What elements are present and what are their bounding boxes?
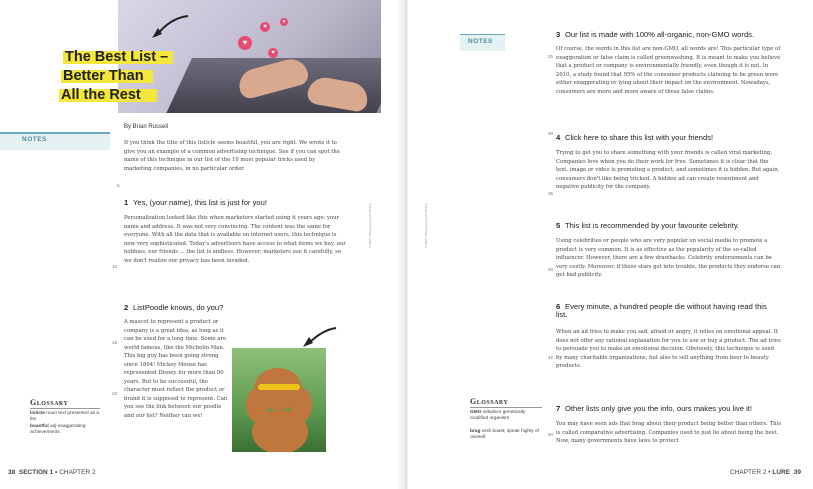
section-text: Personalization looked like this when marketers started using it years ago: your name and address. It was not very convincing. The content was the same for everyone. With all the data that is available on internet users, this technique is now very sophisticated. Today's advertisers have access to what items we buy, our hobbies, our friends ... the list is endless. However, marketers use it carefully, so we don't realize our privacy has been invaded.	[124, 215, 346, 264]
section-text: Trying to get you to share something with your friends is called viral marketing. Companies love when you do their work for free. Sometimes it is clear that the text, image or video is promoting a product, and sometimes it is hidden. But again, consumers don't like being tricked. A hidden ad can create resentment and negative publicity for the company.	[556, 150, 780, 190]
line-number: 5	[117, 183, 120, 188]
poodle-body	[252, 410, 308, 452]
glossary-title: Glossary	[470, 397, 509, 406]
heart-icon: ♥	[280, 18, 288, 26]
line-number: 40	[548, 267, 554, 272]
line-number: 15	[112, 340, 118, 345]
section-title: Click here to share this list with your friends!	[565, 133, 714, 142]
title-line: The Best List –	[65, 49, 169, 65]
section-number: 7	[556, 404, 561, 413]
footer-chapter: CHAPTER 2 •	[730, 469, 771, 476]
page-number: 38	[8, 469, 16, 476]
pointer-arrow-icon	[300, 324, 340, 350]
section-number: 2	[124, 303, 129, 312]
glossary-title: Glossary	[30, 398, 69, 407]
heart-icon: ♥	[238, 36, 252, 50]
section-number: 4	[556, 133, 561, 142]
byline: By Brian Russell	[124, 124, 169, 130]
glossary-entry: GMO initialism genetically modified organism	[470, 410, 526, 422]
section-number: 5	[556, 221, 561, 230]
line-number: 45	[548, 355, 554, 360]
right-page	[408, 0, 813, 489]
notes-bar	[0, 132, 110, 150]
section-text: Of course, the words in this list are non-GMO, all words are! This particular type of exaggeration or false claim is called greenwashing. It is meant to make you believe that a product or company is environmentally friendly, even though it is not. In 2010, a study found that 95% of the consumer products claiming to be green were either exaggerating or lying about their impact on the environment. Nowadays, consumers are more and more aware of these false claims.	[556, 46, 781, 95]
line-number: 30	[548, 131, 554, 136]
section-text: A mascot to represent a product or company is a great idea, as long as it can be used for a long time. Some are world famous, like the Michelin Man. This big guy has been going strong since 1894! Mickey Mouse has represented Disney for more than 90 years. But to be successful, the character must reflect the product or brand it is supposed to represent. Can you see the link between our poodle and our list? Neither can we!	[124, 319, 228, 419]
section-heading	[556, 30, 754, 39]
copyright-notice: © ERPI • Reproduction prohibited	[424, 203, 428, 248]
section-text: When an ad tries to make you sad, afraid or angry, it relies on emotional appeal. It does not offer any rational explanation for you to use or buy a product. The ad tries to persuade you to make an emotional decision. Obviously, this technique is used by many charitable organizations, but also to sell anything from beer to beauty products.	[556, 329, 781, 369]
section-heading	[556, 133, 713, 142]
page-footer	[8, 469, 96, 476]
intro-paragraph: If you think the title of this listicle seems boastful, you are right. We wrote it to give you an example of a common advertising technique. See if you can spot the name of this technique in our list of the 10 most popular tricks used by marketing companies, in no particular order.	[124, 140, 340, 172]
page-number: 39	[793, 469, 801, 476]
copyright-notice: © ERPI • Reproduction prohibited	[368, 203, 372, 248]
sunglasses	[258, 384, 300, 390]
notes-label: NOTES	[22, 136, 47, 143]
section-title: Our list is made with 100% all-organic, non-GMO words.	[565, 30, 755, 39]
section-heading	[124, 303, 223, 312]
section-number: 1	[124, 198, 129, 207]
footer-section: SECTION 1 •	[18, 469, 58, 476]
page-footer	[730, 469, 801, 476]
title-line: Better Than	[63, 68, 144, 84]
heart-icon: ♥	[260, 22, 270, 32]
section-text: Using celebrities or people who are very popular on social media to promote a product is very common. It is as effective as the popularity of the so-called influencer. However, there are a few drawbacks. Celebrity endorsements can be very costly. Moreover, if these stars get into trouble, the products they endorse can get bad publicity.	[556, 238, 781, 278]
line-number: 35	[548, 191, 554, 196]
glossary-entry: brag verb boast; speak highly of oneself	[470, 429, 539, 441]
section-heading	[556, 221, 739, 230]
footer-chapter: CHAPTER 2	[59, 469, 96, 476]
section-text: You may have seen ads that brag about their product being better than others. This is called comparative advertising. Companies used to just lie about being the best. Now, many governments have laws to protect	[556, 421, 781, 444]
section-heading	[556, 303, 776, 319]
section-title: Every minute, a hundred people die without having read this list.	[556, 302, 767, 319]
poodle-photo	[232, 348, 326, 452]
section-title: ListPoodle knows, do you?	[133, 303, 224, 312]
glossary-rule	[30, 408, 100, 409]
section-heading	[124, 198, 267, 207]
glossary-rule	[470, 407, 542, 408]
section-title: Other lists only give you the info, ours makes you live it!	[565, 404, 752, 413]
notes-label: NOTES	[468, 38, 493, 45]
article-title	[55, 45, 190, 105]
section-heading	[556, 404, 752, 413]
section-number: 6	[556, 302, 561, 311]
section-title: This list is recommended by your favourite celebrity.	[565, 221, 740, 230]
heart-icon: ♥	[268, 48, 278, 58]
section-number: 3	[556, 30, 561, 39]
section-title: Yes, (your name), this list is just for you!	[133, 198, 267, 207]
line-number: 20	[112, 391, 118, 396]
glossary-entry: boastful adj exaggerating achievements	[30, 424, 86, 436]
title-line: All the Rest	[61, 87, 141, 103]
line-number: 25	[548, 54, 554, 59]
line-number: 50	[548, 432, 554, 437]
pointer-arrow-icon	[150, 12, 192, 42]
footer-title: LURE	[772, 469, 791, 476]
line-number: 10	[112, 264, 118, 269]
left-page	[0, 0, 405, 489]
glossary-entry: listicle noun text presented as a list	[30, 411, 100, 423]
